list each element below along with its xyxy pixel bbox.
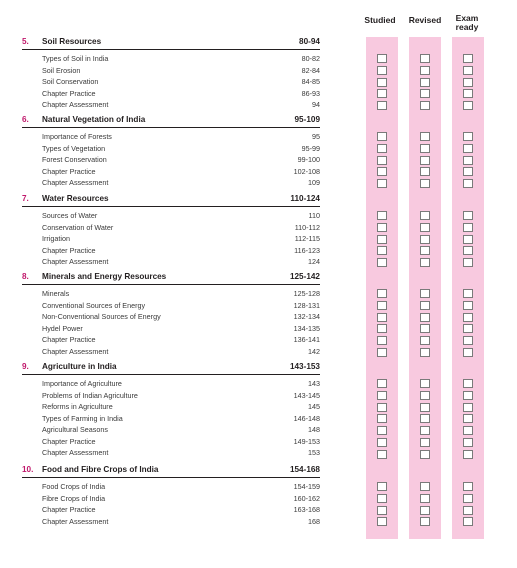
revised-checkbox[interactable] (420, 54, 430, 63)
item-pages: 160-162 (293, 493, 320, 503)
exam-ready-checkbox[interactable] (463, 438, 473, 447)
item-title: Chapter Assessment (42, 178, 109, 187)
item-pages: 154-159 (293, 482, 320, 491)
toc-item (22, 132, 320, 144)
item-pages: 143-145 (293, 390, 320, 400)
section-pages: 80-94 (299, 37, 320, 46)
revised-checkbox[interactable] (420, 438, 430, 447)
studied-checkbox[interactable] (377, 132, 387, 141)
studied-checkbox[interactable] (377, 66, 387, 75)
toc-item (22, 246, 320, 258)
exam-ready-checkbox[interactable] (463, 258, 473, 267)
exam-ready-checkbox[interactable] (463, 336, 473, 345)
revised-checkbox[interactable] (420, 66, 430, 75)
section-items (22, 289, 320, 358)
studied-checkbox[interactable] (377, 379, 387, 388)
toc-item (22, 223, 320, 235)
revised-checkbox[interactable] (420, 223, 430, 232)
revised-checkbox[interactable] (420, 235, 430, 244)
toc-item (22, 402, 320, 414)
item-title: Irrigation (42, 234, 70, 243)
exam-ready-checkbox[interactable] (463, 167, 473, 176)
toc-item (22, 437, 320, 449)
studied-checkbox[interactable] (377, 313, 387, 322)
item-title: Chapter Practice (42, 335, 96, 344)
column-header-exam-ready: Exam ready (455, 13, 479, 32)
revised-checkbox[interactable] (420, 144, 430, 153)
section-title: Food and Fibre Crops of India (42, 465, 159, 474)
section-items (22, 54, 320, 112)
toc-item (22, 391, 320, 403)
section-pages: 154-168 (289, 465, 320, 474)
studied-checkbox[interactable] (377, 223, 387, 232)
item-pages: 102-108 (293, 166, 320, 176)
studied-checkbox[interactable] (377, 426, 387, 435)
studied-checkbox[interactable] (377, 89, 387, 98)
studied-checkbox[interactable] (377, 403, 387, 412)
toc-item (22, 155, 320, 167)
exam-ready-checkbox[interactable] (463, 494, 473, 503)
revised-checkbox[interactable] (420, 246, 430, 255)
item-pages: 128-131 (293, 300, 320, 310)
exam-ready-checkbox[interactable] (463, 78, 473, 87)
toc-item (22, 379, 320, 391)
toc-section (22, 194, 320, 269)
section-heading (22, 37, 320, 50)
item-title: Forest Conservation (42, 155, 107, 164)
revised-checkbox[interactable] (420, 450, 430, 459)
studied-checkbox[interactable] (377, 167, 387, 176)
item-pages: 109 (308, 178, 320, 187)
studied-checkbox[interactable] (377, 506, 387, 515)
exam-ready-checkbox[interactable] (463, 426, 473, 435)
exam-ready-checkbox[interactable] (463, 379, 473, 388)
studied-checkbox[interactable] (377, 246, 387, 255)
toc-item (22, 167, 320, 179)
studied-checkbox[interactable] (377, 438, 387, 447)
item-title: Hydel Power (42, 323, 83, 333)
exam-ready-checkbox[interactable] (463, 89, 473, 98)
section-heading (22, 115, 320, 128)
section-number: 7. (22, 194, 29, 203)
toc-section (22, 272, 320, 358)
revised-checkbox[interactable] (420, 78, 430, 87)
revised-checkbox[interactable] (420, 506, 430, 515)
studied-checkbox[interactable] (377, 494, 387, 503)
toc-item (22, 234, 320, 246)
item-title: Chapter Assessment (42, 100, 109, 109)
toc-item (22, 448, 320, 460)
item-pages: 112-115 (294, 234, 320, 243)
studied-checkbox[interactable] (377, 324, 387, 333)
toc-item (22, 414, 320, 426)
toc-item (22, 347, 320, 359)
studied-checkbox[interactable] (377, 101, 387, 110)
item-pages: 80-82 (301, 54, 320, 63)
exam-ready-checkbox[interactable] (463, 414, 473, 423)
revised-checkbox[interactable] (420, 211, 430, 220)
section-pages: 143-153 (289, 362, 320, 371)
item-title: Importance of Forests (42, 132, 112, 141)
section-pages: 110-124 (290, 194, 320, 203)
exam-ready-checkbox[interactable] (463, 211, 473, 220)
toc-item (22, 301, 320, 313)
item-title: Chapter Practice (42, 436, 96, 446)
revised-checkbox[interactable] (420, 336, 430, 345)
section-title: Soil Resources (42, 37, 102, 46)
studied-checkbox[interactable] (377, 156, 387, 165)
toc-item (22, 335, 320, 347)
exam-ready-checkbox[interactable] (463, 403, 473, 412)
revised-checkbox[interactable] (420, 414, 430, 423)
exam-ready-checkbox[interactable] (463, 179, 473, 188)
item-pages: 86-93 (301, 88, 320, 98)
exam-ready-checkbox[interactable] (463, 132, 473, 141)
item-title: Non-Conventional Sources of Energy (42, 312, 161, 321)
section-pages: 125-142 (289, 272, 320, 281)
studied-checkbox[interactable] (377, 211, 387, 220)
toc-item (22, 178, 320, 190)
revised-checkbox[interactable] (420, 156, 430, 165)
revised-checkbox[interactable] (420, 391, 430, 400)
item-pages: 132-134 (293, 312, 320, 321)
section-heading (22, 362, 320, 375)
toc-item (22, 324, 320, 336)
item-pages: 136-141 (293, 335, 320, 344)
item-pages: 124 (308, 257, 320, 266)
item-title: Chapter Assessment (42, 448, 109, 457)
item-title: Minerals (42, 289, 70, 298)
item-pages: 95-99 (301, 143, 320, 153)
toc-item (22, 517, 320, 529)
exam-ready-checkbox[interactable] (463, 54, 473, 63)
item-title: Conservation of Water (42, 222, 114, 232)
exam-ready-checkbox[interactable] (463, 324, 473, 333)
section-title: Water Resources (42, 194, 109, 203)
section-number: 6. (22, 115, 29, 124)
revised-checkbox[interactable] (420, 89, 430, 98)
section-number: 8. (22, 272, 29, 281)
section-heading (22, 465, 320, 478)
exam-ready-checkbox[interactable] (463, 101, 473, 110)
item-title: Chapter Practice (42, 505, 96, 514)
section-number: 5. (22, 37, 29, 46)
toc-item (22, 257, 320, 269)
section-number: 9. (22, 362, 29, 371)
exam-ready-checkbox[interactable] (463, 450, 473, 459)
item-title: Fibre Crops of India (42, 493, 106, 503)
exam-ready-checkbox[interactable] (463, 223, 473, 232)
studied-checkbox[interactable] (377, 414, 387, 423)
studied-checkbox[interactable] (377, 144, 387, 153)
studied-checkbox[interactable] (377, 235, 387, 244)
exam-ready-column-strip (452, 37, 484, 539)
toc-item (22, 482, 320, 494)
section-items (22, 379, 320, 460)
exam-ready-checkbox[interactable] (463, 289, 473, 298)
item-title: Agricultural Seasons (42, 425, 108, 434)
revised-checkbox[interactable] (420, 101, 430, 110)
exam-ready-checkbox[interactable] (463, 144, 473, 153)
studied-checkbox[interactable] (377, 348, 387, 357)
item-title: Chapter Assessment (42, 257, 109, 266)
item-pages: 146-148 (293, 413, 320, 423)
section-title: Minerals and Energy Resources (42, 272, 167, 281)
revised-checkbox[interactable] (420, 517, 430, 526)
exam-ready-checkbox[interactable] (463, 391, 473, 400)
item-pages: 110 (308, 211, 320, 220)
revised-checkbox[interactable] (420, 132, 430, 141)
item-pages: 142 (308, 346, 320, 356)
toc-item (22, 505, 320, 517)
toc-item (22, 312, 320, 324)
revised-column-strip (409, 37, 441, 539)
item-pages: 125-128 (293, 289, 320, 298)
item-pages: 143 (308, 379, 320, 388)
item-title: Food Crops of India (42, 482, 106, 491)
section-title: Agriculture in India (42, 362, 117, 371)
revised-checkbox[interactable] (420, 301, 430, 310)
toc-item (22, 425, 320, 437)
exam-ready-checkbox[interactable] (463, 156, 473, 165)
exam-ready-checkbox[interactable] (463, 246, 473, 255)
section-heading (22, 194, 320, 207)
toc-section (22, 362, 320, 460)
toc-item (22, 494, 320, 506)
studied-checkbox[interactable] (377, 258, 387, 267)
studied-checkbox[interactable] (377, 450, 387, 459)
toc-section (22, 115, 320, 190)
item-pages: 94 (312, 100, 320, 109)
item-title: Reforms in Agriculture (42, 402, 113, 411)
item-pages: 148 (308, 425, 320, 434)
studied-checkbox[interactable] (377, 482, 387, 491)
revised-checkbox[interactable] (420, 482, 430, 491)
column-header-revised: Revised (408, 15, 442, 25)
item-title: Chapter Practice (42, 166, 96, 176)
revised-checkbox[interactable] (420, 313, 430, 322)
item-pages: 168 (308, 516, 320, 526)
revised-checkbox[interactable] (420, 324, 430, 333)
item-title: Types of Farming in India (42, 413, 123, 423)
section-items (22, 132, 320, 190)
item-pages: 99-100 (297, 155, 320, 164)
toc-item (22, 144, 320, 156)
item-title: Chapter Assessment (42, 346, 109, 356)
exam-ready-checkbox[interactable] (463, 313, 473, 322)
revised-checkbox[interactable] (420, 403, 430, 412)
item-title: Chapter Practice (42, 245, 96, 255)
revised-checkbox[interactable] (420, 289, 430, 298)
toc-section (22, 37, 320, 112)
item-pages: 134-135 (293, 323, 320, 333)
exam-ready-checkbox[interactable] (463, 66, 473, 75)
toc-section (22, 465, 320, 528)
studied-checkbox[interactable] (377, 78, 387, 87)
toc-item (22, 211, 320, 223)
toc-item (22, 54, 320, 66)
toc-item (22, 89, 320, 101)
item-title: Chapter Practice (42, 88, 96, 98)
studied-checkbox[interactable] (377, 336, 387, 345)
item-title: Types of Soil in India (42, 54, 109, 63)
section-title: Natural Vegetation of India (42, 115, 146, 124)
studied-checkbox[interactable] (377, 179, 387, 188)
exam-ready-checkbox[interactable] (463, 301, 473, 310)
revised-checkbox[interactable] (420, 426, 430, 435)
revised-checkbox[interactable] (420, 167, 430, 176)
toc-item (22, 77, 320, 89)
revised-checkbox[interactable] (420, 179, 430, 188)
exam-ready-checkbox[interactable] (463, 517, 473, 526)
revised-checkbox[interactable] (420, 494, 430, 503)
item-title: Conventional Sources of Energy (42, 300, 146, 310)
revised-checkbox[interactable] (420, 348, 430, 357)
item-title: Soil Conservation (42, 77, 99, 86)
exam-ready-checkbox[interactable] (463, 348, 473, 357)
item-title: Problems of Indian Agriculture (42, 390, 138, 400)
toc-item (22, 100, 320, 112)
item-pages: 110-112 (294, 222, 320, 232)
item-pages: 82-84 (301, 65, 320, 75)
revised-checkbox[interactable] (420, 258, 430, 267)
item-title: Types of Vegetation (42, 143, 106, 153)
toc-item (22, 66, 320, 78)
section-number: 10. (22, 465, 34, 474)
revised-checkbox[interactable] (420, 379, 430, 388)
item-pages: 145 (308, 402, 320, 411)
item-pages: 116-123 (294, 245, 320, 255)
item-title: Soil Erosion (42, 65, 81, 75)
studied-checkbox[interactable] (377, 301, 387, 310)
item-pages: 95 (312, 132, 320, 141)
section-heading (22, 272, 320, 285)
exam-ready-checkbox[interactable] (463, 482, 473, 491)
exam-ready-checkbox[interactable] (463, 506, 473, 515)
item-pages: 163-168 (293, 505, 320, 514)
studied-checkbox[interactable] (377, 289, 387, 298)
section-items (22, 211, 320, 269)
item-pages: 84-85 (301, 77, 320, 86)
toc-item (22, 289, 320, 301)
item-title: Chapter Assessment (42, 516, 109, 526)
column-header-studied: Studied (364, 15, 396, 25)
item-pages: 149-153 (293, 436, 320, 446)
item-pages: 153 (308, 448, 320, 457)
section-pages: 95-109 (294, 115, 320, 124)
studied-checkbox[interactable] (377, 54, 387, 63)
item-title: Sources of Water (42, 211, 98, 220)
studied-column-strip (366, 37, 398, 539)
item-title: Importance of Agriculture (42, 379, 122, 388)
studied-checkbox[interactable] (377, 391, 387, 400)
studied-checkbox[interactable] (377, 517, 387, 526)
exam-ready-checkbox[interactable] (463, 235, 473, 244)
section-items (22, 482, 320, 528)
